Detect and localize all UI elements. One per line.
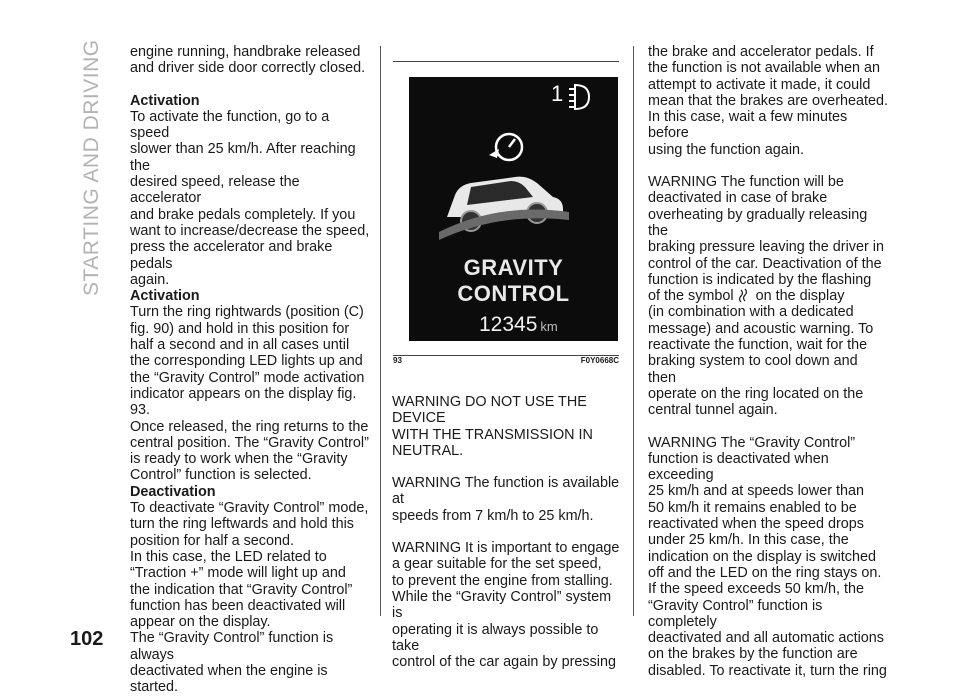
text-line: using the function again. (648, 141, 805, 158)
warning-gear (392, 540, 622, 670)
figure-top-rule (393, 61, 619, 62)
text-line: WARNING The “Gravity Control” (648, 434, 856, 451)
figure-display-image (409, 77, 618, 341)
text-line: function has been deactivated will (130, 597, 346, 614)
text-line: want to increase/decrease the speed, (130, 222, 370, 239)
car-icon (439, 177, 569, 240)
heading-activation-2: Activation (130, 288, 200, 305)
text-line: To activate the function, go to a speed (130, 108, 330, 142)
text-line: slower than 25 km/h. After reaching the (130, 141, 356, 174)
text-line: the function is not available when an (648, 60, 881, 77)
text-line: mean that the brakes are overheated. (648, 92, 888, 109)
paragraph-intro (130, 44, 370, 77)
text-line: to prevent the engine from stalling. (392, 572, 613, 589)
text-line: appear on the display. (130, 614, 271, 631)
heading-deactivation: Deactivation (130, 483, 216, 500)
column-middle (392, 394, 622, 670)
text-line: operate on the ring located on the (648, 385, 864, 402)
text-line: WARNING The function will be (648, 174, 844, 191)
text-line: braking pressure leaving the driver in (648, 239, 884, 256)
paragraph-activation-speed (130, 109, 370, 288)
text-line: speeds from 7 km/h to 25 km/h. (392, 507, 594, 524)
heading-activation: Activation (130, 92, 200, 109)
column-left (130, 44, 370, 696)
figure-id: F0Y0668C (580, 356, 619, 365)
brake-overheat-icon (738, 288, 752, 302)
paragraph-deactivation (130, 500, 370, 696)
text-line: braking system to cool down and then (648, 353, 858, 386)
text-line: If the speed exceeds 50 km/h, the (648, 581, 864, 598)
text-line: the indication that “Gravity Control” (130, 581, 353, 598)
text-line: position for half a second. (130, 532, 294, 549)
text-line: The “Gravity Control” function is always (130, 630, 334, 663)
speedometer-icon (496, 134, 522, 160)
text-line: on the brakes by the function are (648, 646, 858, 663)
text-line: Turn the ring rightwards (position (C) (130, 304, 364, 321)
odometer (479, 313, 558, 337)
text-line: deactivated in case of brake (648, 190, 828, 207)
text-line: NEUTRAL. (392, 442, 464, 459)
display-title: GRAVITY CONTROL (457, 255, 570, 306)
text-line: WITH THE TRANSMISSION IN (392, 426, 593, 443)
text-line: WARNING DO NOT USE THE DEVICE (392, 394, 587, 427)
text-line: deactivated and all automatic actions (648, 630, 884, 647)
text-line: reactivated when the speed drops (648, 516, 865, 533)
figure-caption (393, 356, 619, 365)
text-line: engine running, handbrake released (130, 44, 361, 60)
text-line: central tunnel again. (648, 402, 778, 419)
text-line: Control” function is selected. (130, 467, 312, 484)
text-line: central position. The “Gravity Control” (130, 434, 369, 451)
column-divider (380, 46, 381, 616)
text-line: 50 km/h it remains enabled to be (648, 499, 857, 516)
text-line: turn the ring leftwards and hold this (130, 516, 354, 533)
text-line: indication on the display is switched (648, 548, 876, 565)
text-line: off and the LED on the ring stays on. (648, 564, 882, 581)
text-line: on the display (755, 288, 845, 305)
text-line: the corresponding LED lights up and (130, 353, 363, 370)
text-line: again. (130, 271, 170, 288)
warning-speed-limits (648, 435, 888, 679)
hill-descent-lamp-icon (569, 85, 589, 109)
page-number: 102 (70, 628, 104, 650)
text-line: is ready to work when the “Gravity (130, 451, 348, 468)
arrow-icon (489, 149, 499, 158)
text-line: message) and acoustic warning. To (648, 320, 874, 337)
section-title: STARTING AND DRIVING (80, 39, 103, 296)
text-line: control of the car. Deactivation of the (648, 255, 882, 272)
text-line: half a second and in all cases until (130, 337, 350, 354)
warning-neutral (392, 394, 622, 459)
text-line: 25 km/h and at speeds lower than (648, 483, 864, 500)
text-line: overheating by gradually releasing the (648, 206, 868, 239)
text-line: In this case, the LED related to (130, 548, 327, 565)
figure-number: 93 (393, 356, 402, 365)
text-line: fig. 90) and hold in this position for (130, 320, 350, 337)
text-line: under 25 km/h. In this case, the (648, 532, 849, 549)
paragraph-brakes (648, 44, 888, 158)
text-line: and brake pedals completely. If you (130, 206, 356, 223)
text-line: attempt to activate it made, it could (648, 76, 871, 93)
warning-speed-range (392, 475, 622, 524)
text-line: indicator appears on the display fig. 93. (130, 385, 357, 419)
text-line: operating it is always possible to take (392, 621, 599, 654)
text-line: WARNING The function is available at (392, 475, 620, 508)
paragraph-activation-ring (130, 304, 370, 483)
column-divider (633, 46, 634, 616)
odometer-unit: km (540, 319, 558, 334)
text-line: desired speed, release the accelerator (130, 174, 300, 207)
text-line: the “Gravity Control” mode activation (130, 369, 365, 386)
text-line: deactivated when the engine is started. (130, 662, 328, 696)
text-line: control of the car again by pressing (392, 654, 616, 671)
text-line: To deactivate “Gravity Control” mode, (130, 500, 369, 517)
text-line: and driver side door correctly closed. (130, 60, 366, 77)
text-line: “Gravity Control” function is completely (648, 597, 823, 630)
text-line: (in combination with a dedicated (648, 304, 854, 321)
text-line: a gear suitable for the set speed, (392, 556, 602, 573)
text-line: disabled. To reactivate it, turn the ring (648, 662, 887, 679)
text-line: “Traction +” mode will light up and (130, 565, 346, 582)
text-line: the brake and accelerator pedals. If (648, 44, 874, 60)
warning-overheating (648, 174, 888, 418)
column-right (648, 44, 888, 679)
text-line: of the symbol (648, 288, 734, 305)
text-line: function is deactivated when exceeding (648, 450, 829, 484)
text-line: press the accelerator and brake pedals (130, 239, 333, 272)
text-line: reactivate the function, wait for the (648, 337, 868, 354)
text-line: function is indicated by the flashing (648, 271, 872, 288)
text-line: WARNING It is important to engage (392, 540, 620, 557)
odometer-value: 12345 (479, 313, 538, 336)
text-line: In this case, wait a few minutes before (648, 109, 848, 142)
text-line: Once released, the ring returns to the (130, 418, 369, 435)
text-line: While the “Gravity Control” system is (392, 588, 612, 622)
gear-indicator: 1 (551, 81, 564, 106)
